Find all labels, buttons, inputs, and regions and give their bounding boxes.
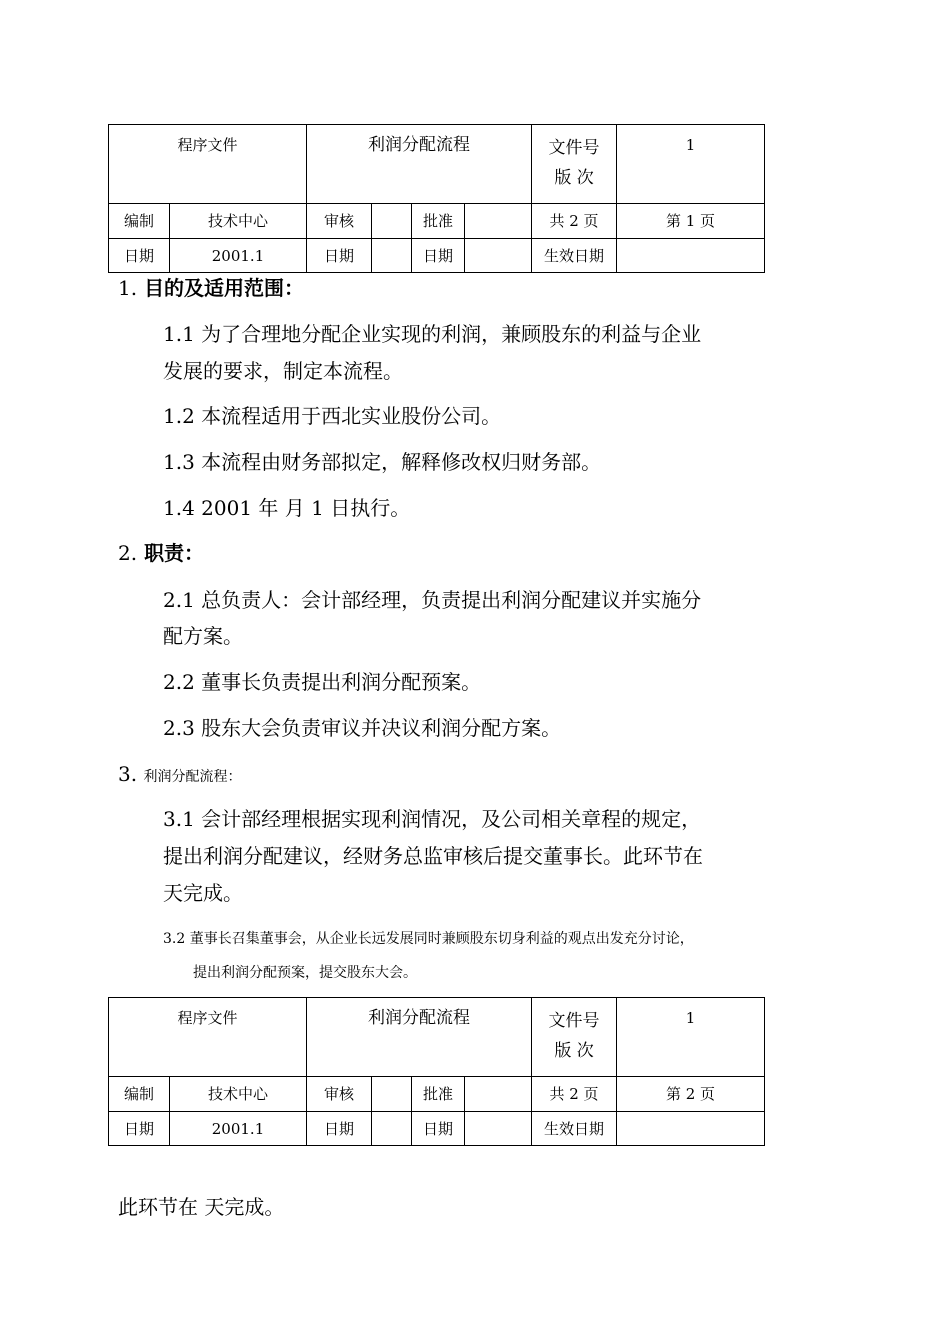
para-1-1-line-2: 发展的要求，制定本流程。 — [163, 359, 403, 383]
review-label: 审核 — [307, 1077, 372, 1112]
review-date-label: 日期 — [307, 239, 372, 273]
section-2-title: 职责： — [144, 541, 205, 565]
approve-label: 批准 — [412, 204, 465, 239]
header-table-2 — [108, 997, 765, 1146]
approve-label: 批准 — [412, 1077, 465, 1112]
section-1-title: 目的及适用范围： — [144, 276, 305, 300]
review-date-value — [372, 1112, 412, 1146]
approve-date-value — [465, 239, 532, 273]
section-2-heading — [118, 539, 204, 567]
para-3-1-line-2: 提出利润分配建议，经财务总监审核后提交董事长。此环节在 — [163, 844, 703, 868]
total-pages: 共 2 页 — [532, 1077, 617, 1112]
effective-date-label: 生效日期 — [532, 239, 617, 273]
file-no-label: 文件号 — [548, 138, 600, 158]
para-2-1-line-2: 配方案。 — [163, 624, 243, 648]
version-label: 版 次 — [554, 1041, 594, 1061]
file-no-value: 1 — [617, 125, 765, 204]
section-1-heading — [118, 274, 304, 302]
section-1-number: 1. — [118, 276, 138, 300]
header-table-1 — [108, 124, 765, 273]
doc-title-cell: 利润分配流程 — [307, 998, 532, 1077]
editor-label: 编制 — [109, 1077, 170, 1112]
para-2-3: 2.3 股东大会负责审议并决议利润分配方案。 — [163, 716, 562, 740]
tail-completion-line: 此环节在 天完成。 — [118, 1195, 285, 1219]
review-date-label: 日期 — [307, 1112, 372, 1146]
doc-type-cell: 程序文件 — [109, 998, 307, 1077]
para-3-1-line-1: 3.1 会计部经理根据实现利润情况，及公司相关章程的规定， — [163, 807, 702, 831]
effective-date-label: 生效日期 — [532, 1112, 617, 1146]
para-1-1-line-1: 1.1 为了合理地分配企业实现的利润，兼顾股东的利益与企业 — [163, 322, 702, 346]
editor-value: 技术中心 — [170, 1077, 307, 1112]
effective-date-value — [617, 1112, 765, 1146]
review-date-value — [372, 239, 412, 273]
review-label: 审核 — [307, 204, 372, 239]
para-3-1-line-3: 天完成。 — [163, 881, 243, 905]
approve-date-value — [465, 1112, 532, 1146]
doc-type-cell: 程序文件 — [109, 125, 307, 204]
para-2-1-line-1: 2.1 总负责人：会计部经理，负责提出利润分配建议并实施分 — [163, 588, 702, 612]
review-value — [372, 1077, 412, 1112]
section-3-number: 3. — [118, 762, 138, 786]
approve-value — [465, 1077, 532, 1112]
para-1-3: 1.3 本流程由财务部拟定，解释修改权归财务部。 — [163, 450, 602, 474]
file-no-version-cell — [532, 998, 617, 1077]
section-3-heading — [118, 760, 241, 788]
version-label: 版 次 — [554, 168, 594, 188]
review-value — [372, 204, 412, 239]
date-label: 日期 — [109, 1112, 170, 1146]
doc-title-cell: 利润分配流程 — [307, 125, 532, 204]
date-label: 日期 — [109, 239, 170, 273]
date-value: 2001.1 — [170, 1112, 307, 1146]
approve-date-label: 日期 — [412, 239, 465, 273]
para-1-2: 1.2 本流程适用于西北实业股份公司。 — [163, 404, 502, 428]
para-2-2: 2.2 董事长负责提出利润分配预案。 — [163, 670, 482, 694]
file-no-value: 1 — [617, 998, 765, 1077]
file-no-label: 文件号 — [548, 1011, 600, 1031]
editor-label: 编制 — [109, 204, 170, 239]
section-3-title: 利润分配流程： — [143, 769, 242, 785]
page-number: 第 1 页 — [617, 204, 765, 239]
date-value: 2001.1 — [170, 239, 307, 273]
editor-value: 技术中心 — [170, 204, 307, 239]
page-number: 第 2 页 — [617, 1077, 765, 1112]
approve-date-label: 日期 — [412, 1112, 465, 1146]
section-2-number: 2. — [118, 541, 138, 565]
file-no-version-cell — [532, 125, 617, 204]
total-pages: 共 2 页 — [532, 204, 617, 239]
para-1-4: 1.4 2001 年 月 1 日执行。 — [163, 496, 411, 520]
approve-value — [465, 204, 532, 239]
para-3-2-line-1: 3.2 董事长召集董事会，从企业长远发展同时兼顾股东切身利益的观点出发充分讨论， — [163, 931, 694, 947]
effective-date-value — [617, 239, 765, 273]
para-3-2-line-2: 提出利润分配预案，提交股东大会。 — [193, 965, 417, 981]
